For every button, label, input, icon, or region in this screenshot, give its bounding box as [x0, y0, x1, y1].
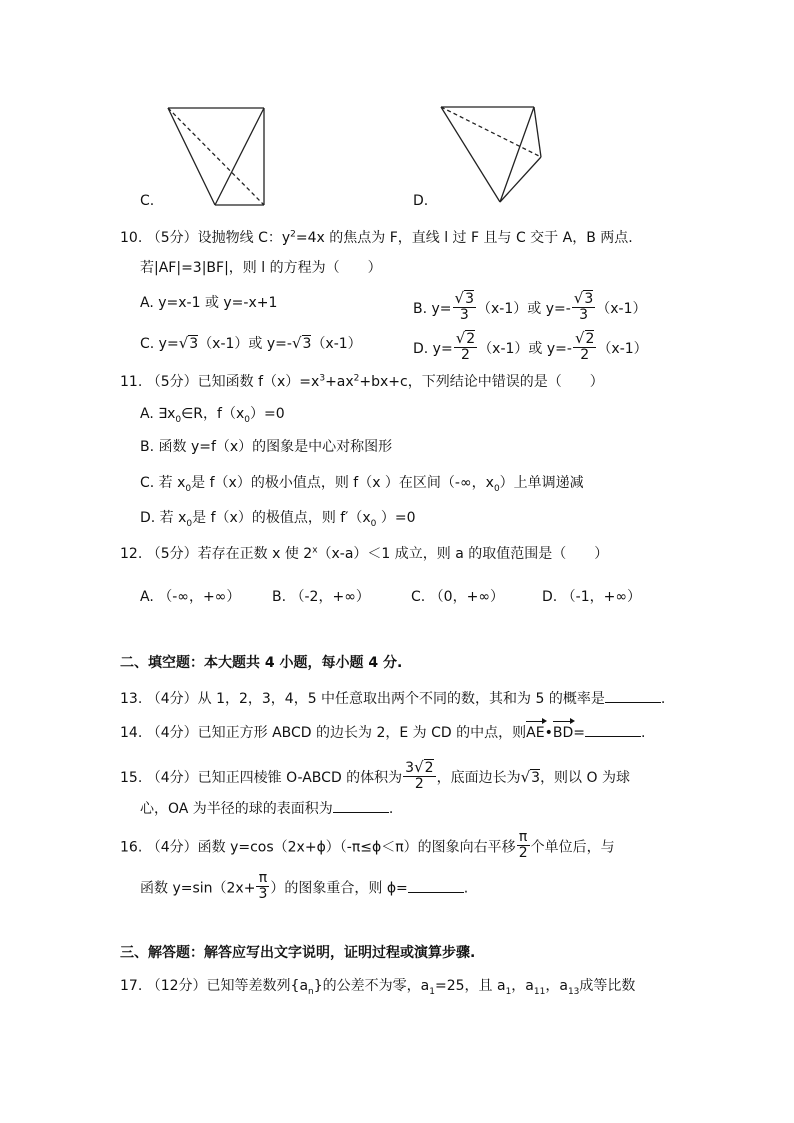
- q11-score: （5分）: [146, 374, 198, 390]
- q11-a-sub2: 0: [244, 414, 250, 425]
- q12-number: 12.: [120, 546, 143, 562]
- q10-stem: 设抛物线 C：y: [197, 230, 291, 246]
- q13: [120, 688, 665, 709]
- q13-answer-blank[interactable]: [605, 688, 661, 703]
- q12-option-b: B. （-2，+∞）: [272, 589, 370, 605]
- q16-line1: [120, 829, 615, 863]
- q10-b-frac1: $\frac{√3}{3}$: [454, 289, 475, 323]
- q14-end: .: [640, 725, 646, 741]
- q15-number: 15.: [120, 770, 143, 786]
- q11-d-sub2: 0: [370, 518, 377, 529]
- q10-c-mid: （x-1）或 y=-: [198, 336, 292, 352]
- q16-frac1: [517, 830, 530, 861]
- q16-answer-blank[interactable]: [408, 878, 464, 893]
- q16-text-a: （4分）函数 y=cos（2x+ϕ）（-π≤ϕ＜π）的图象向右平移: [146, 839, 516, 856]
- q10-d-frac1: $\frac{√2}{2}$: [455, 329, 476, 363]
- q16-frac2-den: 3: [258, 886, 268, 902]
- q11-c-sub2: 0: [493, 483, 500, 494]
- q14: [120, 722, 645, 743]
- q11-d-2: 是 f（x）的极值点，则 f′（x: [192, 510, 371, 526]
- q17-text-f: 成等比数: [579, 978, 636, 994]
- q16-frac1-num: π: [517, 830, 530, 846]
- q10-d-frac2: $\frac{√2}{2}$: [574, 329, 595, 363]
- q15-rad: 3: [531, 770, 541, 786]
- q11-stem-c: +bx+c，下列结论中错误的是（ ）: [359, 374, 604, 390]
- q14-vector-ae: AE: [526, 725, 545, 741]
- q17-sub-13: 13: [567, 986, 580, 997]
- q14-number: 14.: [120, 725, 143, 741]
- q15-frac-rad: 2: [424, 760, 434, 776]
- q15-text-b: ，底面边长为: [436, 770, 521, 786]
- section-3-heading: 三、解答题：解答应写出文字说明，证明过程或演算步骤.: [120, 945, 476, 961]
- q14-vector-bd: BD: [552, 725, 574, 741]
- q17-text-a: （12分）已知等差数列{a: [146, 978, 309, 994]
- q16-frac2: [256, 871, 269, 902]
- q11-option-a: [140, 404, 285, 424]
- q10-b-frac2: $\frac{√3}{3}$: [573, 289, 594, 323]
- q12-option-a: A. （-∞，+∞）: [140, 589, 241, 605]
- q10-number: 10.: [120, 230, 143, 246]
- q17-text-b: }的公差不为零，a: [313, 978, 430, 994]
- q10-b-post: （x-1）: [596, 301, 647, 317]
- q16-frac1-den: 2: [518, 845, 528, 861]
- q11-c-1: C. 若 x: [140, 475, 186, 491]
- q10-option-d: [413, 329, 648, 365]
- q10-d-pre: D. y=: [413, 341, 453, 357]
- q10-b-den1: 3: [459, 307, 469, 323]
- q11-option-c: [140, 473, 584, 493]
- q10-option-b: [413, 289, 647, 325]
- q10-c-rad1: 3: [189, 336, 199, 352]
- q10-line1: [120, 228, 633, 248]
- q10-stem-rest: =4x 的焦点为 F，直线 l 过 F 且与 C 交于 A，B 两点.: [295, 230, 633, 246]
- q10-d-den2: 2: [580, 347, 590, 363]
- q10-d-rad1: 2: [466, 331, 476, 347]
- q17-sub-n: n: [308, 986, 314, 997]
- q10-line2: 若|AF|=3|BF|，则 l 的方程为（ ）: [140, 260, 382, 276]
- q14-dot: •: [544, 725, 553, 741]
- q12-stem-b: （x-a）＜1 成立，则 a 的取值范围是（ ）: [317, 546, 609, 562]
- q17-text-e: ，a: [545, 978, 568, 994]
- q13-text: （4分）从 1，2，3，4，5 中任意取出两个不同的数，其和为 5 的概率是: [146, 691, 605, 707]
- q12-stem: [120, 544, 608, 564]
- q10-b-rad2: 3: [584, 291, 594, 307]
- q10-d-mid: （x-1）或 y=-: [478, 341, 572, 357]
- q10-c-pre: C. y=: [140, 336, 179, 352]
- q10-b-rad1: 3: [465, 291, 475, 307]
- q10-d-rad2: 2: [585, 331, 595, 347]
- figure-c-label: C.: [140, 193, 155, 209]
- q16-end: .: [463, 880, 469, 897]
- q16-number: 16.: [120, 839, 143, 856]
- q17-number: 17.: [120, 978, 143, 994]
- q11-stem-b: +ax: [325, 374, 354, 390]
- q10-score: （5分）: [146, 230, 198, 246]
- q10-b-pre: B. y=: [413, 301, 452, 317]
- q10-option-a: A. y=x-1 或 y=-x+1: [140, 295, 278, 311]
- q15-frac-coef: 3: [405, 760, 415, 776]
- q11-a-1: A. ∃x: [140, 406, 176, 422]
- q10-d-post: （x-1）: [597, 341, 648, 357]
- q14-eq: =: [573, 725, 585, 741]
- section-2-heading: 二、填空题：本大题共 4 小题，每小题 4 分.: [120, 655, 403, 671]
- q10-c-rad2: 3: [302, 336, 312, 352]
- q17: [120, 976, 635, 996]
- q11-c-3: ）上单调递减: [499, 475, 584, 491]
- q10-b-mid: （x-1）或 y=-: [477, 301, 571, 317]
- q12-option-d: D. （-1，+∞）: [542, 589, 642, 605]
- q17-sub-1b: 1: [505, 986, 512, 997]
- q15-text-a: （4分）已知正四棱锥 O-ABCD 的体积为: [146, 770, 403, 786]
- q16-line2-a: 函数 y=sin（2x+: [140, 880, 256, 897]
- q12-score: （5分）: [146, 546, 198, 562]
- q11-stem-a: 已知函数 f（x）=x: [197, 374, 320, 390]
- q11-option-b: B. 函数 y=f（x）的图象是中心对称图形: [140, 439, 393, 455]
- q15-end: .: [388, 801, 394, 817]
- q11-number: 11.: [120, 374, 143, 390]
- q15-volume-frac: $\frac{3√2}{2}$: [405, 758, 434, 792]
- q11-c-2: 是 f（x）的极小值点，则 f（x ）在区间（-∞，x: [191, 475, 494, 491]
- q11-stem: [120, 372, 604, 392]
- q17-sub-1: 1: [429, 986, 435, 997]
- q10-d-den1: 2: [460, 347, 470, 363]
- q11-sup1: 3: [319, 373, 326, 384]
- q15-line1: 15. （4分）已知正四棱锥 O-ABCD 的体积为 $\frac{3√2}{2}$ ，底面边长为√3，则以 O 为球: [120, 758, 630, 792]
- q16-line2-b: ）的图象重合，则 ϕ=: [270, 880, 408, 897]
- q16-text-b: 个单位后，与: [530, 839, 615, 856]
- q15-text-c: ，则以 O 为球: [540, 770, 630, 786]
- q11-option-d: [140, 508, 416, 528]
- q11-d-1: D. 若 x: [140, 510, 187, 526]
- q10-sup: 2: [290, 229, 296, 240]
- q11-c-sub1: 0: [185, 483, 192, 494]
- q17-sub-11: 11: [533, 986, 546, 997]
- figure-d-label: D.: [413, 193, 429, 209]
- figure-d: [438, 102, 550, 207]
- q15-line2-text: 心，OA 为半径的球的表面积为: [140, 801, 333, 817]
- q11-a-3: ）=0: [249, 406, 285, 422]
- q15-answer-blank[interactable]: [333, 798, 389, 813]
- q14-answer-blank[interactable]: [585, 722, 641, 737]
- q11-a-2: ∈R，f（x: [181, 406, 245, 422]
- figure-c: [165, 105, 275, 210]
- q12-option-c: C. （0，+∞）: [411, 589, 504, 605]
- q10-option-c: C. y=√3（x-1）或 y=-√3（x-1）: [140, 334, 362, 352]
- q15-frac-den: 2: [414, 776, 424, 792]
- q14-text: （4分）已知正方形 ABCD 的边长为 2，E 为 CD 的中点，则: [146, 725, 527, 741]
- q11-d-sub1: 0: [186, 518, 193, 529]
- q17-text-d: ，a: [511, 978, 534, 994]
- q13-number: 13.: [120, 691, 143, 707]
- q16-line2: [140, 870, 469, 904]
- q17-text-c: =25，且 a: [434, 978, 506, 994]
- q13-end: .: [660, 691, 666, 707]
- q15-line2: [140, 798, 393, 819]
- q12-stem-a: 若存在正数 x 使 2: [197, 546, 313, 562]
- q10-b-den2: 3: [579, 307, 588, 323]
- q11-sup2: 2: [353, 373, 360, 384]
- q16-frac2-num: π: [256, 871, 269, 887]
- q12-sup: x: [312, 545, 318, 556]
- q11-d-3: ）=0: [376, 510, 416, 526]
- q11-a-sub1: 0: [175, 414, 182, 425]
- q10-c-post: （x-1）: [311, 336, 362, 352]
